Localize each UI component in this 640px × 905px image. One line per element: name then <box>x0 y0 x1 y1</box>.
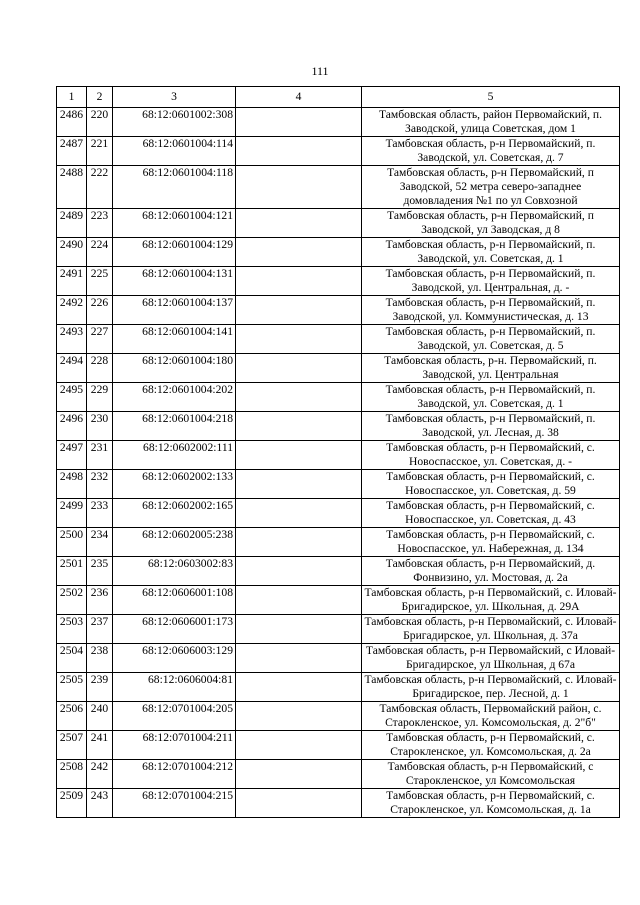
address: Тамбовская область, р-н Первомайский, п Заводской, 52 метра северо-западнее домовладения №1 по ул Совхозной <box>362 166 620 209</box>
address: Тамбовская область, р-н Первомайский, п. Заводской, ул. Советская, д. 7 <box>362 137 620 166</box>
row-number: 2491 <box>57 267 87 296</box>
row-number: 2499 <box>57 499 87 528</box>
cadastral-number: 68:12:0601004:202 <box>113 383 236 412</box>
row-number: 2487 <box>57 137 87 166</box>
address: Тамбовская область, р-н Первомайский, п Заводской, ул Заводская, д 8 <box>362 209 620 238</box>
row-number: 2501 <box>57 557 87 586</box>
row-number: 2505 <box>57 673 87 702</box>
row-number: 2503 <box>57 615 87 644</box>
column-4-value <box>236 325 362 354</box>
table-body <box>57 108 620 818</box>
table-row <box>57 412 620 441</box>
row-number: 2500 <box>57 528 87 557</box>
row-subnumber: 231 <box>87 441 113 470</box>
address: Тамбовская область, р-н Первомайский, с. Иловай-Бригадирское, ул. Школьная, д. 37а <box>362 615 620 644</box>
cadastral-number: 68:12:0601004:121 <box>113 209 236 238</box>
table-row <box>57 702 620 731</box>
table-row <box>57 644 620 673</box>
cadastral-number: 68:12:0602002:111 <box>113 441 236 470</box>
table-row <box>57 789 620 818</box>
column-4-value <box>236 789 362 818</box>
table-row <box>57 383 620 412</box>
address: Тамбовская область, р-н Первомайский, п. Заводской, ул. Советская, д. 5 <box>362 325 620 354</box>
row-subnumber: 221 <box>87 137 113 166</box>
column-4-value <box>236 137 362 166</box>
address: Тамбовская область, р-н Первомайский, с. Иловай-Бригадирское, пер. Лесной, д. 1 <box>362 673 620 702</box>
row-number: 2486 <box>57 108 87 137</box>
row-subnumber: 236 <box>87 586 113 615</box>
address: Тамбовская область, р-н Первомайский, п. Заводской, ул. Советская, д. 1 <box>362 238 620 267</box>
column-4-value <box>236 615 362 644</box>
row-number: 2504 <box>57 644 87 673</box>
cadastral-number: 68:12:0601004:129 <box>113 238 236 267</box>
row-number: 2496 <box>57 412 87 441</box>
row-subnumber: 225 <box>87 267 113 296</box>
table-row <box>57 325 620 354</box>
column-4-value <box>236 760 362 789</box>
column-4-value <box>236 296 362 325</box>
cadastral-number: 68:12:0603002:83 <box>113 557 236 586</box>
table-row <box>57 528 620 557</box>
row-subnumber: 234 <box>87 528 113 557</box>
row-number: 2492 <box>57 296 87 325</box>
row-number: 2507 <box>57 731 87 760</box>
column-4-value <box>236 412 362 441</box>
address: Тамбовская область, р-н Первомайский, с Иловай-Бригадирское, ул Школьная, д 67а <box>362 644 620 673</box>
table-row <box>57 615 620 644</box>
column-4-value <box>236 108 362 137</box>
row-number: 2488 <box>57 166 87 209</box>
cadastral-number: 68:12:0602002:133 <box>113 470 236 499</box>
cadastral-number: 68:12:0602005:238 <box>113 528 236 557</box>
address: Тамбовская область, р-н Первомайский, с. Старокленское, ул. Комсомольская, д. 2а <box>362 731 620 760</box>
address: Тамбовская область, район Первомайский, п. Заводской, улица Советская, дом 1 <box>362 108 620 137</box>
column-4-value <box>236 441 362 470</box>
address: Тамбовская область, Первомайский район, с. Старокленское, ул. Комсомольская, д. 2"б" <box>362 702 620 731</box>
header-row <box>57 87 620 108</box>
column-4-value <box>236 354 362 383</box>
address: Тамбовская область, р-н Первомайский, п. Заводской, ул. Лесная, д. 38 <box>362 412 620 441</box>
row-subnumber: 227 <box>87 325 113 354</box>
column-4-value <box>236 644 362 673</box>
table-row <box>57 673 620 702</box>
table-row <box>57 557 620 586</box>
row-subnumber: 235 <box>87 557 113 586</box>
cadastral-number: 68:12:0601004:141 <box>113 325 236 354</box>
column-4-value <box>236 209 362 238</box>
row-number: 2498 <box>57 470 87 499</box>
column-4-value <box>236 383 362 412</box>
address: Тамбовская область, р-н Первомайский, п. Заводской, ул. Советская, д. 1 <box>362 383 620 412</box>
row-subnumber: 238 <box>87 644 113 673</box>
cadastral-number: 68:12:0601002:308 <box>113 108 236 137</box>
row-subnumber: 243 <box>87 789 113 818</box>
cadastral-number: 68:12:0601004:218 <box>113 412 236 441</box>
address: Тамбовская область, р-н. Первомайский, п. Заводской, ул. Центральная <box>362 354 620 383</box>
header-col-1: 1 <box>57 87 87 108</box>
header-col-3: 3 <box>113 87 236 108</box>
table-row <box>57 499 620 528</box>
table-row <box>57 137 620 166</box>
cadastral-number: 68:12:0601004:137 <box>113 296 236 325</box>
column-4-value <box>236 557 362 586</box>
address: Тамбовская область, р-н Первомайский, с Старокленское, ул Комсомольская <box>362 760 620 789</box>
column-4-value <box>236 702 362 731</box>
table-row <box>57 731 620 760</box>
address: Тамбовская область, р-н Первомайский, с. Новоспасское, ул. Набережная, д. 134 <box>362 528 620 557</box>
table-row <box>57 238 620 267</box>
table-row <box>57 267 620 296</box>
row-subnumber: 222 <box>87 166 113 209</box>
header-col-4: 4 <box>236 87 362 108</box>
header-col-2: 2 <box>87 87 113 108</box>
row-subnumber: 240 <box>87 702 113 731</box>
row-subnumber: 233 <box>87 499 113 528</box>
cadastral-number: 68:12:0601004:114 <box>113 137 236 166</box>
page-number: 111 <box>311 64 329 78</box>
address: Тамбовская область, р-н Первомайский, с. Новоспасское, ул. Советская, д. 59 <box>362 470 620 499</box>
address: Тамбовская область, р-н Первомайский, с. Иловай-Бригадирское, ул. Школьная, д. 29А <box>362 586 620 615</box>
row-subnumber: 224 <box>87 238 113 267</box>
cadastral-number: 68:12:0601004:118 <box>113 166 236 209</box>
address: Тамбовская область, р-н Первомайский, с. Новоспасское, ул. Советская, д. - <box>362 441 620 470</box>
row-subnumber: 242 <box>87 760 113 789</box>
row-number: 2493 <box>57 325 87 354</box>
table-row <box>57 354 620 383</box>
row-number: 2494 <box>57 354 87 383</box>
row-subnumber: 239 <box>87 673 113 702</box>
table-row <box>57 441 620 470</box>
row-subnumber: 229 <box>87 383 113 412</box>
row-number: 2490 <box>57 238 87 267</box>
cadastral-number: 68:12:0606003:129 <box>113 644 236 673</box>
cadastral-number: 68:12:0701004:215 <box>113 789 236 818</box>
address: Тамбовская область, р-н Первомайский, д. Фонвизино, ул. Мостовая, д. 2а <box>362 557 620 586</box>
table-row <box>57 296 620 325</box>
row-number: 2509 <box>57 789 87 818</box>
row-subnumber: 241 <box>87 731 113 760</box>
table-header <box>57 87 620 108</box>
row-number: 2506 <box>57 702 87 731</box>
column-4-value <box>236 731 362 760</box>
table-row <box>57 760 620 789</box>
cadastral-number: 68:12:0701004:211 <box>113 731 236 760</box>
address: Тамбовская область, р-н Первомайский, с. Старокленское, ул. Комсомольская, д. 1а <box>362 789 620 818</box>
registry-table <box>56 86 620 818</box>
row-number: 2489 <box>57 209 87 238</box>
cadastral-number: 68:12:0701004:212 <box>113 760 236 789</box>
address: Тамбовская область, р-н Первомайский, п. Заводской, ул. Коммунистическая, д. 13 <box>362 296 620 325</box>
cadastral-number: 68:12:0606001:108 <box>113 586 236 615</box>
table-row <box>57 470 620 499</box>
row-number: 2502 <box>57 586 87 615</box>
address: Тамбовская область, р-н Первомайский, п. Заводской, ул. Центральная, д. - <box>362 267 620 296</box>
row-number: 2495 <box>57 383 87 412</box>
column-4-value <box>236 166 362 209</box>
cadastral-number: 68:12:0701004:205 <box>113 702 236 731</box>
column-4-value <box>236 238 362 267</box>
cadastral-number: 68:12:0601004:180 <box>113 354 236 383</box>
column-4-value <box>236 673 362 702</box>
table-row <box>57 166 620 209</box>
row-subnumber: 226 <box>87 296 113 325</box>
table-row <box>57 209 620 238</box>
row-number: 2508 <box>57 760 87 789</box>
column-4-value <box>236 267 362 296</box>
address: Тамбовская область, р-н Первомайский, с. Новоспасское, ул. Советская, д. 43 <box>362 499 620 528</box>
column-4-value <box>236 499 362 528</box>
header-col-5: 5 <box>362 87 620 108</box>
cadastral-number: 68:12:0606001:173 <box>113 615 236 644</box>
column-4-value <box>236 586 362 615</box>
column-4-value <box>236 470 362 499</box>
cadastral-number: 68:12:0606004:81 <box>113 673 236 702</box>
table-row <box>57 586 620 615</box>
row-subnumber: 232 <box>87 470 113 499</box>
row-subnumber: 228 <box>87 354 113 383</box>
column-4-value <box>236 528 362 557</box>
cadastral-number: 68:12:0601004:131 <box>113 267 236 296</box>
cadastral-number: 68:12:0602002:165 <box>113 499 236 528</box>
row-number: 2497 <box>57 441 87 470</box>
row-subnumber: 237 <box>87 615 113 644</box>
row-subnumber: 220 <box>87 108 113 137</box>
row-subnumber: 223 <box>87 209 113 238</box>
row-subnumber: 230 <box>87 412 113 441</box>
table-row <box>57 108 620 137</box>
